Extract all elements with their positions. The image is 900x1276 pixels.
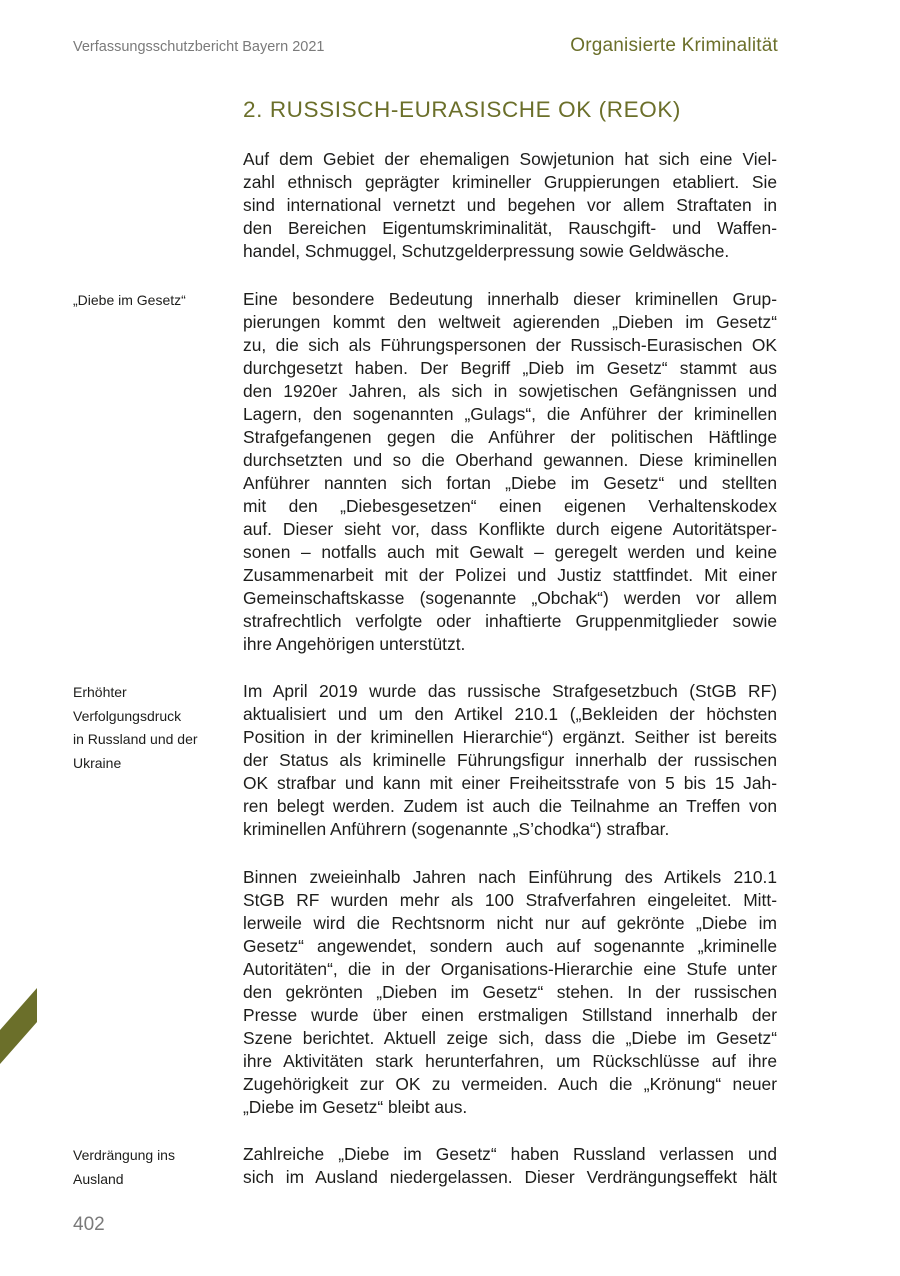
text-line: den Bereichen Eigentumskriminalität, Rauschgift- und Waffen- [243, 218, 777, 238]
page-number: 402 [73, 1214, 105, 1235]
side-note-verfolgungsdruck [73, 681, 223, 775]
strafverfahren-paragraph [243, 866, 777, 1119]
text-line: Binnen zweieinhalb Jahren nach Einführung des Artikels 210.1 [243, 867, 777, 887]
text-line: den 1920er Jahren, als sich in sowjetischen Gefängnissen und [243, 381, 777, 401]
text-line: Strafgefangenen gegen die Anführer der politischen Häftlinge [243, 427, 777, 447]
text-line: sind international vernetzt und begehen vor allem Straftaten in [243, 195, 777, 215]
chapter-edge-marker [0, 988, 37, 1064]
text-line: den gekrönten „Dieben im Gesetz“ stehen. In der russischen [243, 982, 777, 1002]
text-line: Zahlreiche „Diebe im Gesetz“ haben Russland verlassen und [243, 1144, 777, 1164]
text-line: pierungen kommt den weltweit agierenden „Dieben im Gesetz“ [243, 312, 777, 332]
text-line: Auf dem Gebiet der ehemaligen Sowjetunion hat sich eine Viel- [243, 149, 777, 169]
text-line: der Status als kriminelle Führungsfigur innerhalb der russischen [243, 750, 777, 770]
text-line: sich im Ausland niedergelassen. Dieser Verdrängungseffekt hält [243, 1167, 777, 1187]
text-line: handel, Schmuggel, Schutzgelderpressung sowie Geldwäsche. [243, 241, 730, 261]
text-line: Position in der kriminellen Hierarchie“) ergänzt. Seither ist bereits [243, 727, 777, 747]
side-note-line: „Diebe im Gesetz“ [73, 292, 186, 308]
text-line: aktualisiert und um den Artikel 210.1 („Bekleiden der höchsten [243, 704, 777, 724]
running-head-left: Verfassungsschutzbericht Bayern 2021 [73, 39, 325, 55]
side-note-line: Verfolgungsdruck [73, 707, 182, 724]
text-line: Im April 2019 wurde das russische Strafgesetzbuch (StGB RF) [243, 681, 777, 701]
text-line: Gesetz“ angewendet, sondern auch auf sogenannte „kriminelle [243, 936, 777, 956]
text-line: ihre Angehörigen unterstützt. [243, 634, 466, 654]
text-line: mit den „Diebesgesetzen“ einen eigenen Verhaltenskodex [243, 496, 777, 516]
text-line: Szene berichtet. Aktuell zeige sich, dass die „Diebe im Gesetz“ [243, 1028, 777, 1048]
text-line: kriminellen Anführern (sogenannte „S’chodka“) strafbar. [243, 819, 670, 839]
section-title: 2. RUSSISCH-EURASISCHE OK (REOK) [243, 97, 682, 122]
intro-paragraph [243, 148, 777, 263]
text-line: zu, die sich als Führungspersonen der Russisch-Eurasischen OK [243, 335, 777, 355]
text-line: OK strafbar und kann mit einer Freiheitsstrafe von 5 bis 15 Jah- [243, 773, 777, 793]
verdraengung-paragraph [243, 1143, 777, 1189]
text-line: durchsetzten und so die Oberhand gewannen. Diese kriminellen [243, 450, 777, 470]
text-line: ren belegt werden. Zudem ist auch die Teilnahme an Treffen von [243, 796, 777, 816]
side-note-line: Erhöhter [73, 684, 127, 700]
text-line: Lagern, den sogenannten „Gulags“, die Anführer der kriminellen [243, 404, 777, 424]
side-note-line: Verdrängung ins [73, 1147, 175, 1163]
side-note-line: Ausland [73, 1170, 124, 1187]
text-line: Eine besondere Bedeutung innerhalb dieser kriminellen Grup- [243, 289, 777, 309]
strafgesetzbuch-paragraph [243, 680, 777, 841]
diebe-im-gesetz-paragraph [243, 288, 777, 656]
running-head-right: Organisierte Kriminalität [570, 35, 778, 56]
text-line: Anführer nannten sich fortan „Diebe im Gesetz“ und stellten [243, 473, 777, 493]
text-line: Zugehörigkeit zur OK zu vermeiden. Auch die „Krönung“ neuer [243, 1074, 777, 1094]
side-note-verdraengung [73, 1144, 223, 1191]
text-line: auf. Dieser sieht vor, dass Konflikte durch eigene Autoritätsper- [243, 519, 777, 539]
text-line: StGB RF wurden mehr als 100 Strafverfahren eingeleitet. Mitt- [243, 890, 777, 910]
text-line: strafrechtlich verfolgte oder inhaftierte Gruppenmitglieder sowie [243, 611, 777, 631]
text-line: lerweile wird die Rechtsnorm nicht nur auf gekrönte „Diebe im [243, 913, 777, 933]
chapter-edge-marker-shape [0, 988, 37, 1064]
text-line: ihre Aktivitäten stark herunterfahren, um Rückschlüsse auf ihre [243, 1051, 777, 1071]
text-line: sonen – notfalls auch mit Gewalt – geregelt werden und keine [243, 542, 777, 562]
text-line: zahl ethnisch geprägter krimineller Gruppierungen etabliert. Sie [243, 172, 777, 192]
text-line: Autoritäten“, die in der Organisations-Hierarchie eine Stufe unter [243, 959, 777, 979]
text-line: Zusammenarbeit mit der Polizei und Justiz stattfindet. Mit einer [243, 565, 777, 585]
text-line: Gemeinschaftskasse (sogenannte „Obchak“) werden vor allem [243, 588, 777, 608]
side-note-line: in Russland und der [73, 731, 198, 747]
text-line: durchgesetzt haben. Der Begriff „Dieb im Gesetz“ stammt aus [243, 358, 777, 378]
side-note-line: Ukraine [73, 754, 122, 771]
text-line: „Diebe im Gesetz“ bleibt aus. [243, 1097, 468, 1117]
side-note-diebe-im-gesetz [73, 289, 223, 313]
text-line: Presse wurde über einen erstmaligen Stillstand innerhalb der [243, 1005, 777, 1025]
